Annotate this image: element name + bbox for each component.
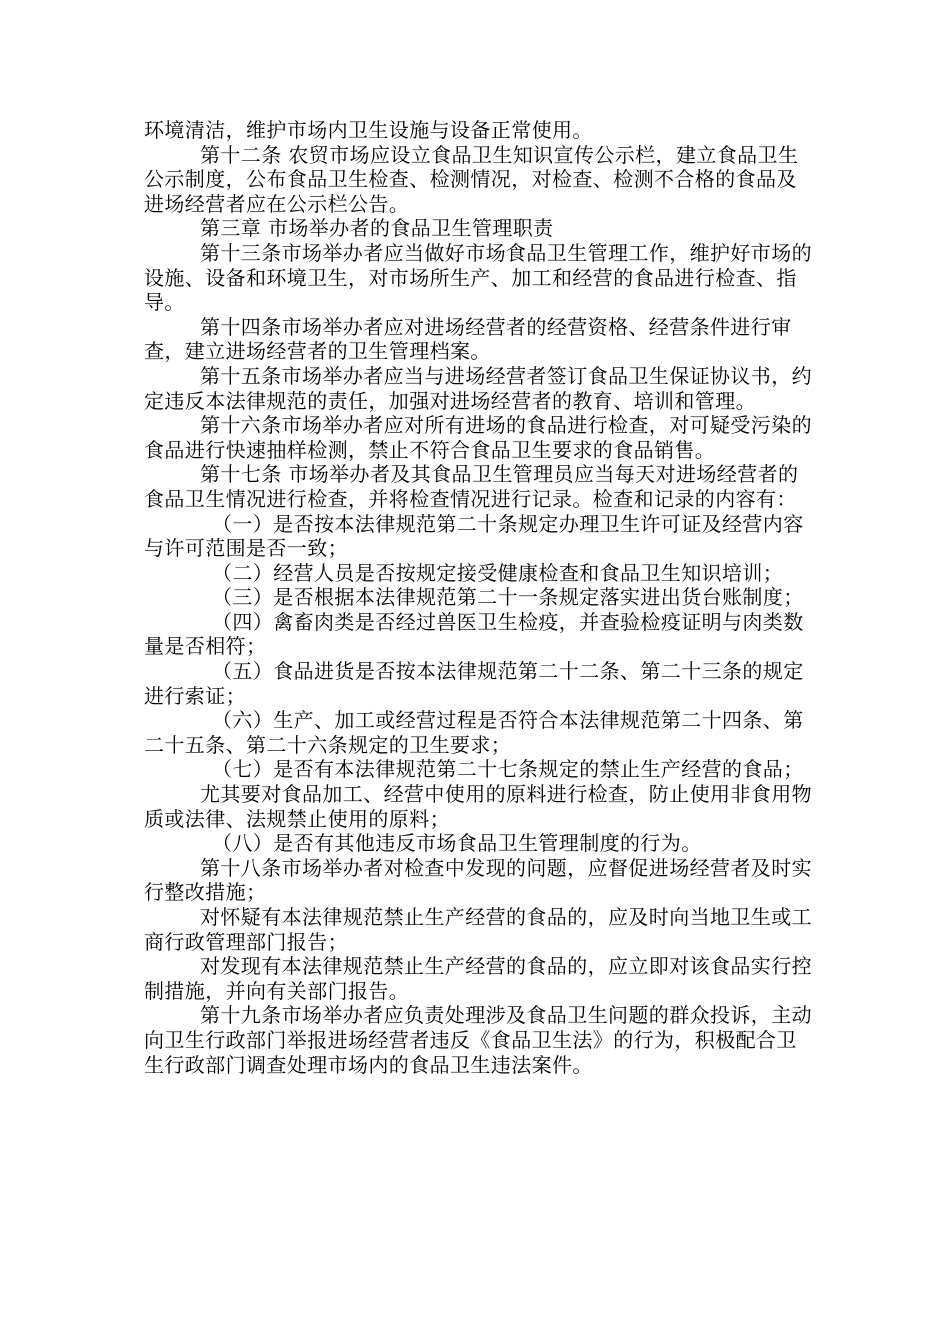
list-item: （二）经营人员是否按规定接受健康检查和食品卫生知识培训； — [212, 560, 784, 585]
list-item: （五）食品进货是否按本法律规范第二十二条、第二十三条的规定进行索证； — [144, 659, 804, 708]
list-item: （一）是否按本法律规范第二十条规定办理卫生许可证及经营内容与许可范围是否一致； — [144, 511, 804, 561]
chapter-heading: 第三章 市场举办者的食品卫生管理职责 — [200, 216, 554, 241]
list-item: （四）禽畜肉类是否经过兽医卫生检疫，并查验检疫证明与肉类数量是否相符； — [144, 609, 804, 659]
list-item: （三）是否根据本法律规范第二十一条规定落实进出货台账制度； — [212, 585, 804, 610]
list-item: （八）是否有其他违反市场食品卫生管理制度的行为。 — [212, 831, 702, 856]
paragraph: 对怀疑有本法律规范禁止生产经营的食品的，应及时向当地卫生或工商行政管理部门报告； — [144, 905, 812, 954]
paragraph: 第十二条 农贸市场应设立食品卫生知识宣传公示栏，建立食品卫生公示制度，公布食品卫生检查、检测情况，对检查、检测不合格的食品及进场经营者应在公示栏公告。 — [144, 142, 799, 216]
paragraph: 第十九条市场举办者应负责处理涉及食品卫生问题的群众投诉，主动向卫生行政部门举报进场经营者违反《食品卫生法》的行为，积极配合卫生行政部门调查处理市场内的食品卫生违法案件。 — [144, 1003, 812, 1077]
document-body — [144, 118, 816, 1077]
list-item: （六）生产、加工或经营过程是否符合本法律规范第二十四条、第二十五条、第二十六条规定的卫生要求； — [144, 708, 804, 757]
paragraph: 第十三条市场举办者应当做好市场食品卫生管理工作，维护好市场的设施、设备和环境卫生，对市场所生产、加工和经营的食品进行检查、指导。 — [144, 240, 812, 315]
paragraph: 第十八条市场举办者对检查中发现的问题，应督促进场经营者及时实行整改措施； — [144, 855, 812, 905]
paragraph: 第十六条市场举办者应对所有进场的食品进行检查，对可疑受污染的食品进行快速抽样检测，禁止不符合食品卫生要求的食品销售。 — [144, 413, 812, 462]
paragraph: 环境清洁，维护市场内卫生设施与设备正常使用。 — [144, 118, 593, 142]
paragraph: 第十五条市场举办者应当与进场经营者签订食品卫生保证协议书，约定违反本法律规范的责任，加强对进场经营者的教育、培训和管理。 — [144, 363, 812, 413]
paragraph: 第十四条市场举办者应对进场经营者的经营资格、经营条件进行审查，建立进场经营者的卫生管理档案。 — [144, 314, 792, 364]
paragraph: 第十七条 市场举办者及其食品卫生管理员应当每天对进场经营者的食品卫生情况进行检查，并将检查情况进行记录。检查和记录的内容有： — [144, 462, 799, 511]
list-item: （七）是否有本法律规范第二十七条规定的禁止生产经营的食品； — [212, 757, 804, 782]
paragraph: 尤其要对食品加工、经营中使用的原料进行检查，防止使用非食用物质或法律、法规禁止使用的原料； — [144, 782, 812, 831]
paragraph: 对发现有本法律规范禁止生产经营的食品的，应立即对该食品实行控制措施，并向有关部门报告。 — [144, 954, 812, 1003]
